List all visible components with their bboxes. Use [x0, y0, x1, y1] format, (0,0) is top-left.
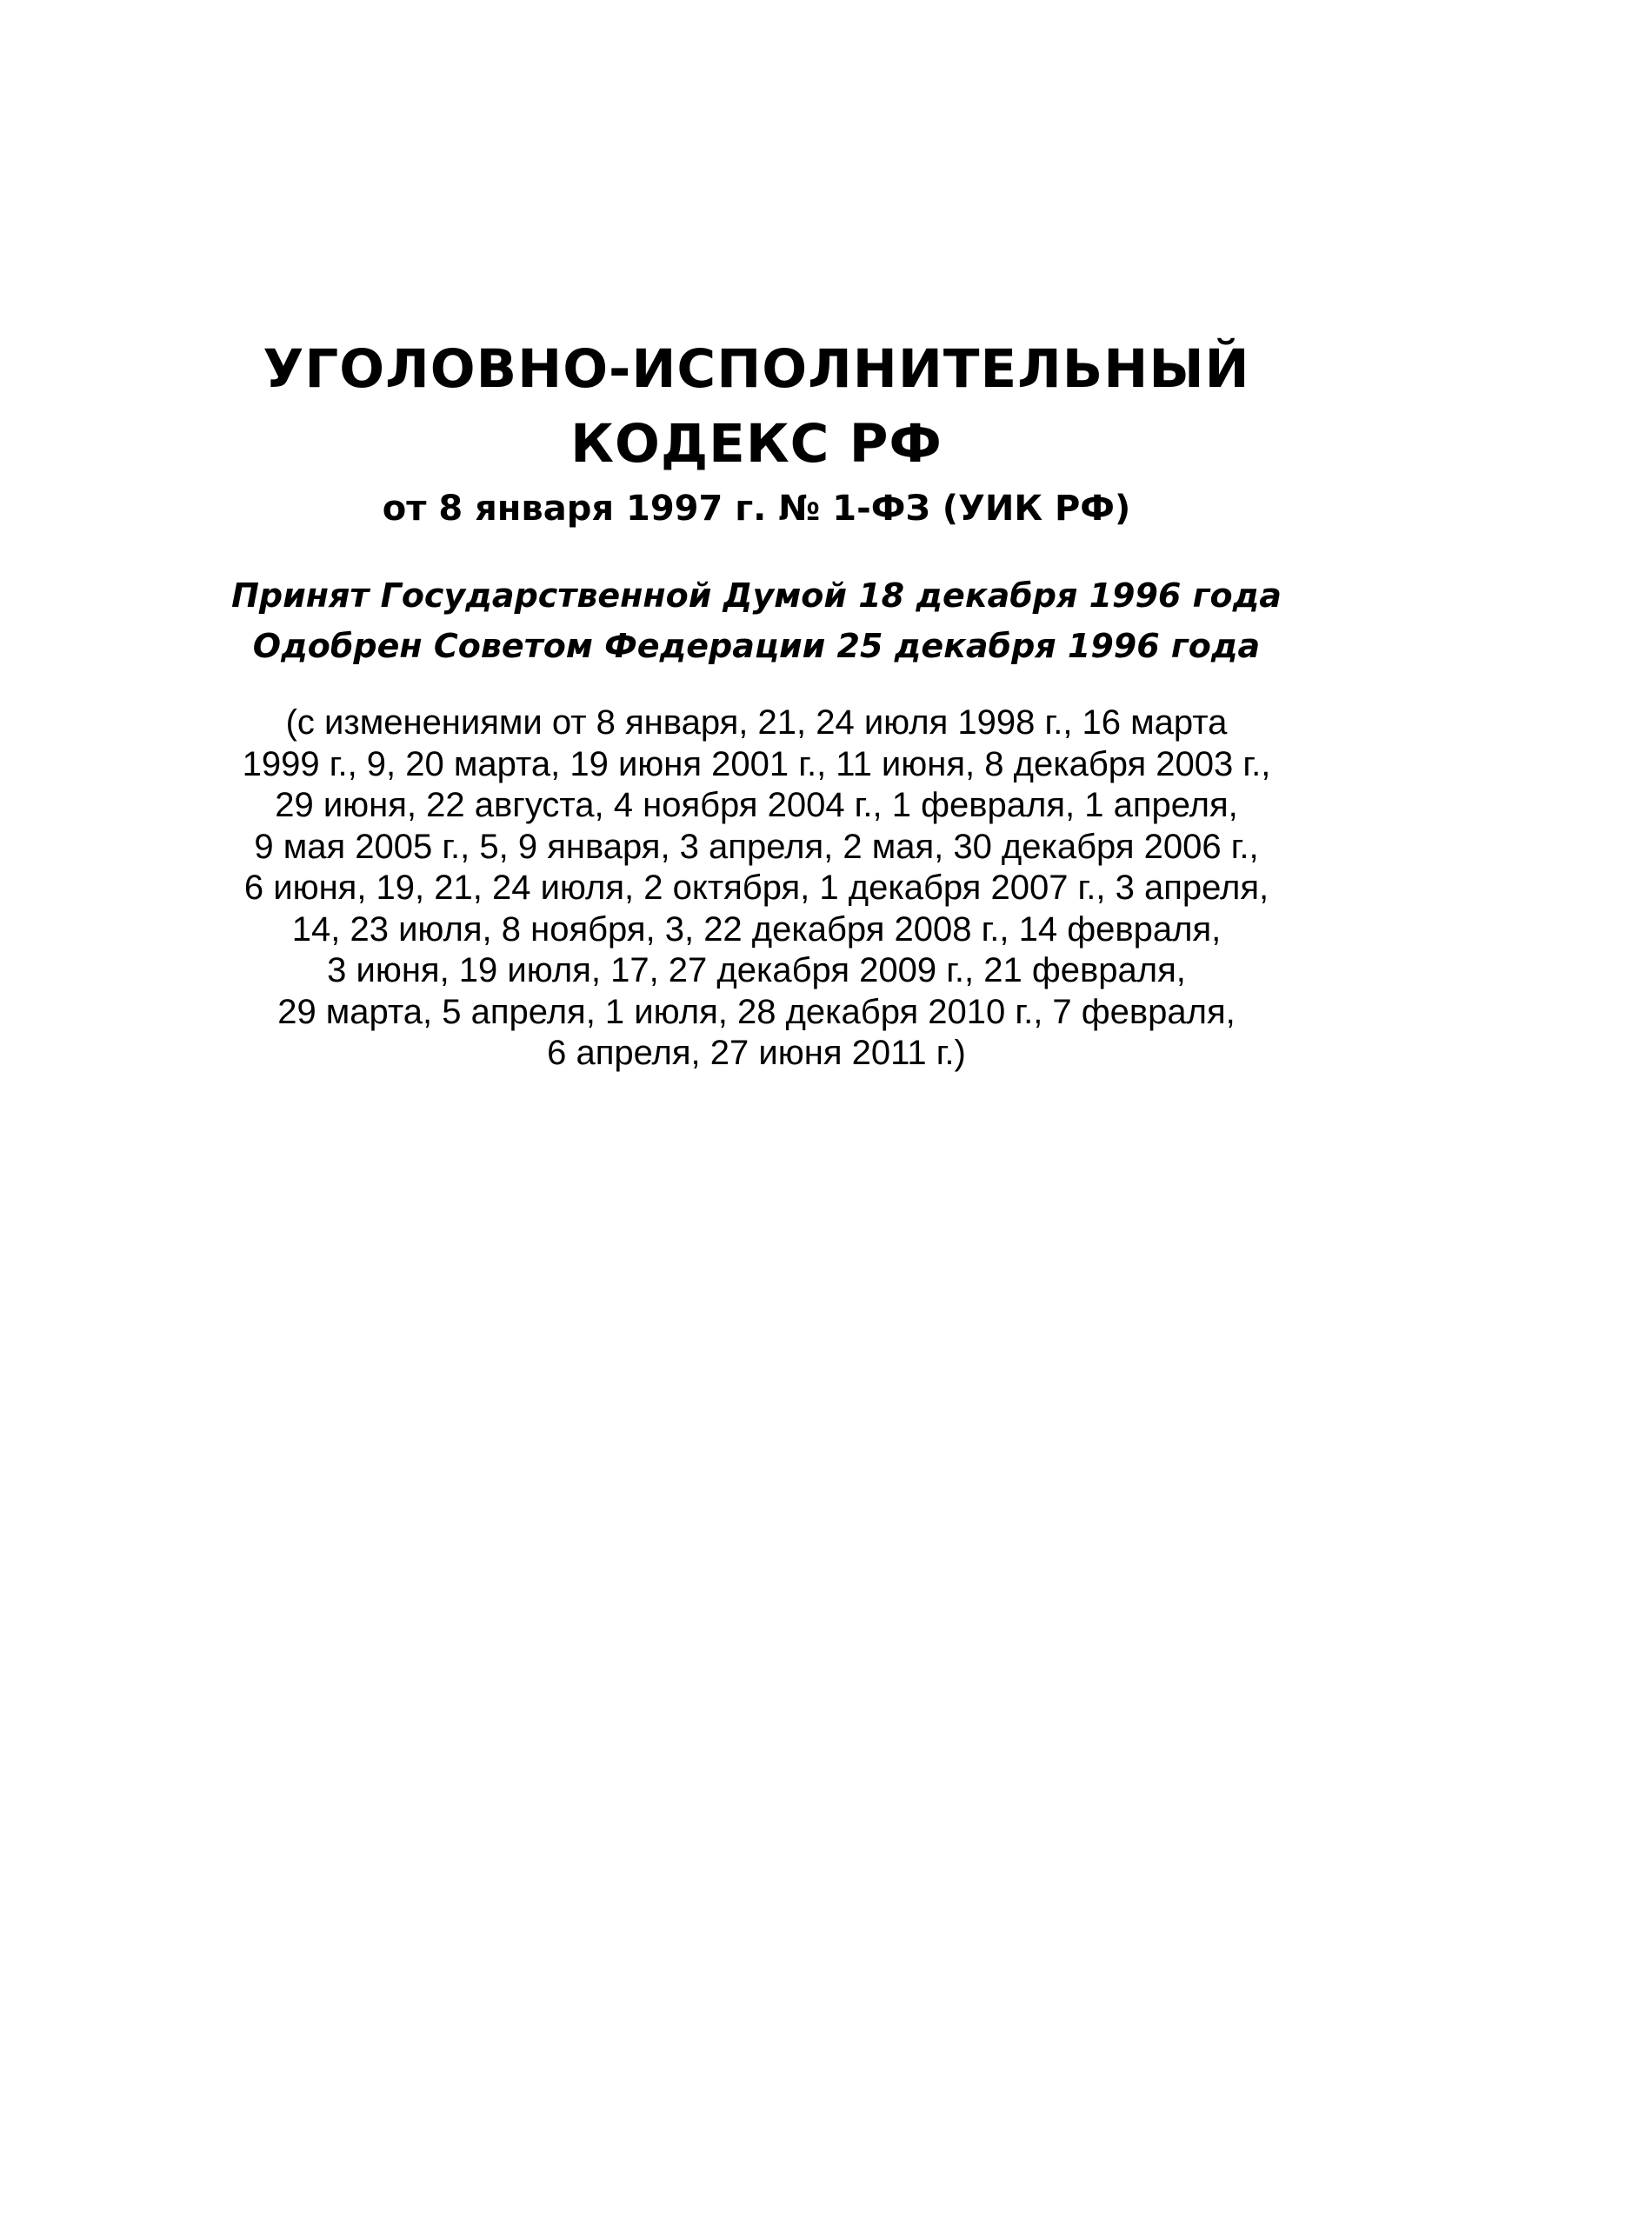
amendments-line: 29 марта, 5 апреля, 1 июля, 28 декабря 2010 г., 7 февраля,: [277, 992, 1236, 1031]
subtitle-block: [0, 483, 1513, 535]
amendments-line: 6 апреля, 27 июня 2011 г.): [547, 1034, 966, 1072]
adopted-line-federation: Одобрен Советом Федерации 25 декабря 1996 года: [252, 627, 1261, 665]
title-line-2: КОДЕКС РФ: [570, 413, 943, 475]
amendments-line: 1999 г., 9, 20 марта, 19 июня 2001 г., 11 июня, 8 декабря 2003 г.,: [242, 744, 1271, 783]
adoption-block: [0, 570, 1513, 671]
amendments-line: 29 июня, 22 августа, 4 ноября 2004 г., 1 февраля, 1 апреля,: [275, 786, 1238, 824]
amendments-line: 6 июня, 19, 21, 24 июля, 2 октября, 1 декабря 2007 г., 3 апреля,: [243, 869, 1269, 907]
amendments-block: [0, 702, 1513, 1075]
adopted-line-duma: Принят Государственной Думой 18 декабря 1996 года: [231, 576, 1282, 615]
amendments-line: (с изменениями от 8 января, 21, 24 июля 1998 г., 16 марта: [285, 703, 1228, 742]
amendments-line: 9 мая 2005 г., 5, 9 января, 3 апреля, 2 мая, 30 декабря 2006 г.,: [254, 827, 1259, 866]
title-line-1: УГОЛОВНО-ИСПОЛНИТЕЛЬНЫЙ: [263, 338, 1250, 400]
amendments-line: 3 июня, 19 июля, 17, 27 декабря 2009 г., 21 февраля,: [327, 951, 1186, 989]
title-block: [0, 332, 1513, 482]
amendments-line: 14, 23 июля, 8 ноября, 3, 22 декабря 2008 г., 14 февраля,: [291, 909, 1222, 949]
document-subtitle: от 8 января 1997 г. № 1-ФЗ (УИК РФ): [382, 489, 1131, 529]
